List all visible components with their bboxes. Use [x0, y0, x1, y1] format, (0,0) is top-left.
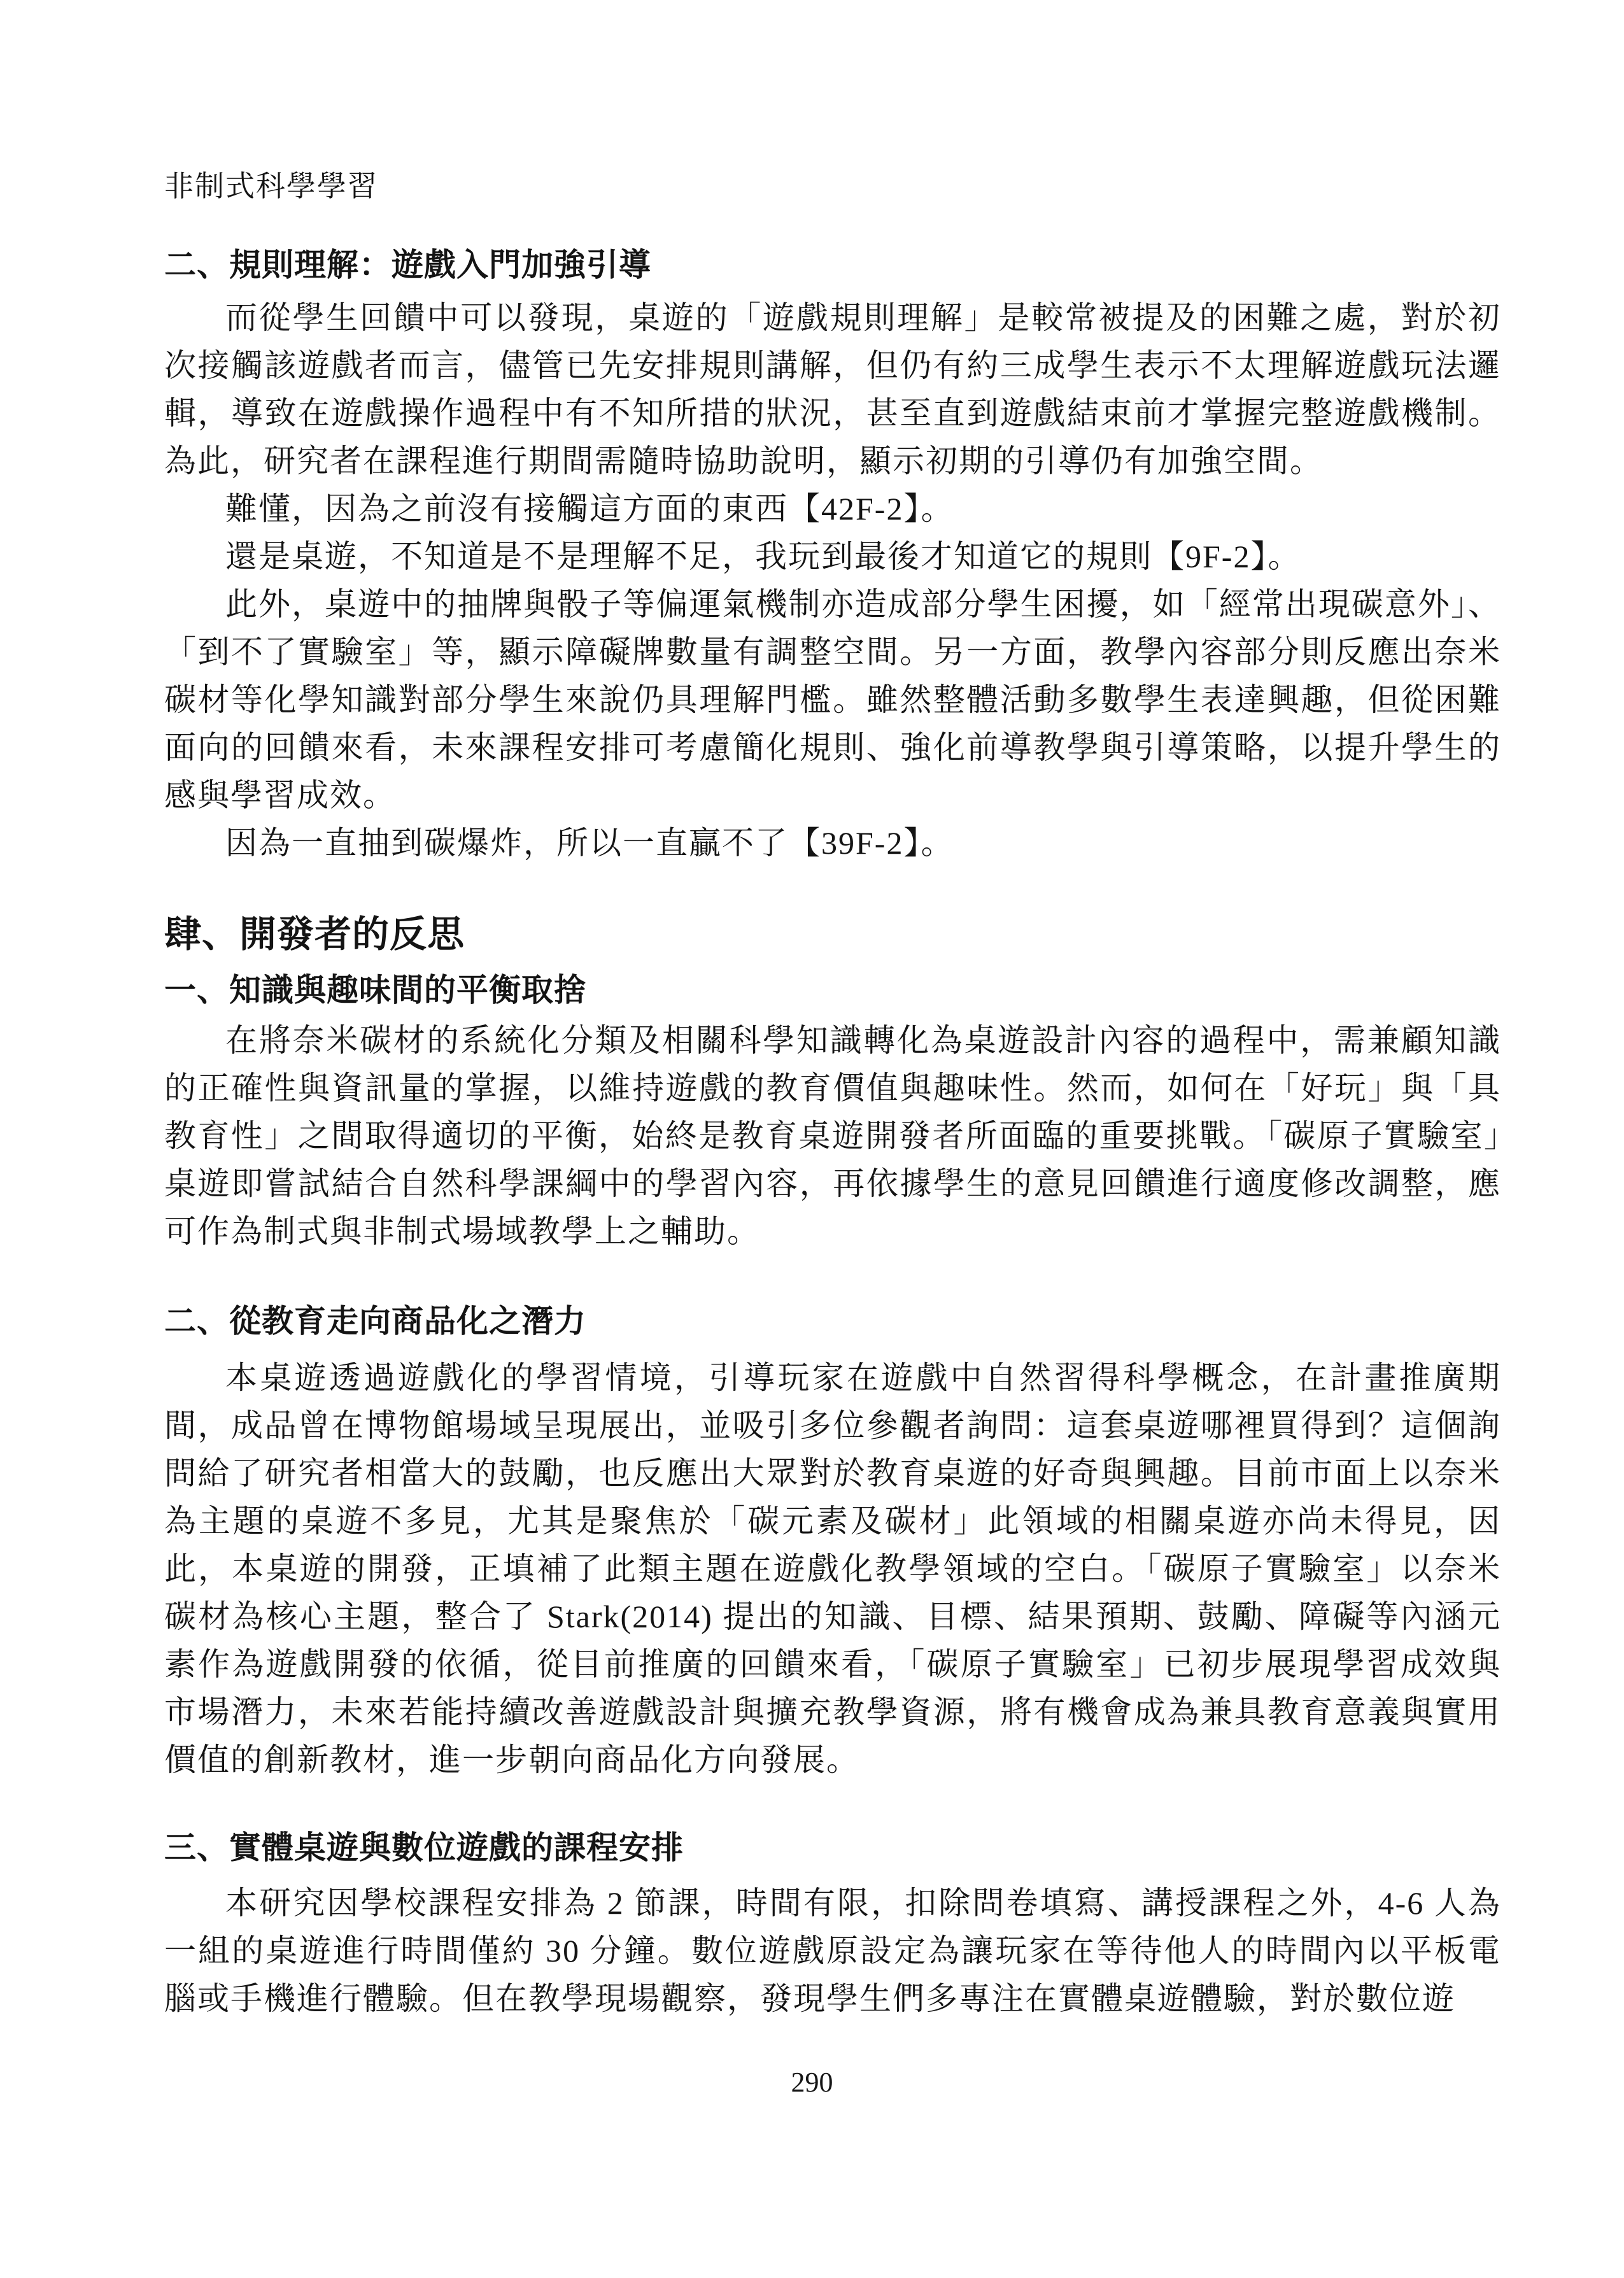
paragraph-physical-digital-curriculum: 本研究因學校課程安排為 2 節課，時間有限，扣除問卷填寫、講授課程之外，4-6 人為一組的桌遊進行時間僅約 30 分鐘。數位遊戲原設定為讓玩家在等待他人的時間內以平板電腦或手機進行體驗。但在教學現場觀察，發現學生們多專注在實體桌遊體驗，對於數位遊	[164, 1885, 1501, 2016]
section-heading-physical-digital-curriculum: 三、實體桌遊與數位遊戲的課程安排	[164, 1830, 684, 1865]
section-heading-commercialization-potential: 二、從教育走向商品化之潛力	[164, 1303, 586, 1339]
paragraph-commercialization-potential: 本桌遊透過遊戲化的學習情境，引導玩家在遊戲中自然習得科學概念，在計畫推廣期間，成品曾在博物館場域呈現展出，並吸引多位參觀者詢問：這套桌遊哪裡買得到？這個詢問給了研究者相當大的鼓勵，也反應出大眾對於教育桌遊的好奇與興趣。目前市面上以奈米為主題的桌遊不多見，尤其是聚焦於「碳元素及碳材」此領域的相關桌遊亦尚未得見，因此，本桌遊的開發，正填補了此類主題在遊戲化教學領域的空白。「碳原子實驗室」以奈米碳材為核心主題，整合了 Stark(2014) 提出的知識、目標、結果預期、鼓勵、障礙等內涵元素作為遊戲開發的依循，從目前推廣的回饋來看，「碳原子實驗室」已初步展現學習成效與市場潛力，未來若能持續改善遊戲設計與擴充教學資源，將有機會成為兼具教育意義與實用價值的創新教材，進一步朝向商品化方向發展。	[164, 1360, 1501, 1778]
paragraph-rule-understanding-1: 而從學生回饋中可以發現，桌遊的「遊戲規則理解」是較常被提及的困難之處，對於初次接觸該遊戲者而言，儘管已先安排規則講解，但仍有約三成學生表示不太理解遊戲玩法邏輯，導致在遊戲操作過程中有不知所措的狀況，甚至直到遊戲結束前才掌握完整遊戲機制。為此，研究者在課程進行期間需隨時協助說明，顯示初期的引導仍有加強空間。	[164, 300, 1501, 479]
chapter-heading-developer-reflection: 肆、開發者的反思	[164, 914, 465, 955]
running-header: 非制式科學學習	[164, 170, 378, 202]
page-number: 290	[791, 2067, 833, 2098]
paragraph-rule-understanding-2: 此外，桌遊中的抽牌與骰子等偏運氣機制亦造成部分學生困擾，如「經常出現碳意外」、「到不了實驗室」等，顯示障礙牌數量有調整空間。另一方面，教學內容部分則反應出奈米碳材等化學知識對部分學生來說仍具理解門檻。雖然整體活動多數學生表達興趣，但從困難面向的回饋來看，未來課程安排可考慮簡化規則、強化前導教學與引導策略，以提升學生的感與學習成效。	[164, 586, 1501, 813]
student-quote-42f2: 難懂，因為之前沒有接觸這方面的東西【42F-2】。	[225, 491, 954, 527]
section-heading-rule-understanding: 二、規則理解：遊戲入門加強引導	[164, 247, 651, 283]
paragraph-knowledge-fun-balance: 在將奈米碳材的系統化分類及相關科學知識轉化為桌遊設計內容的過程中，需兼顧知識的正確性與資訊量的掌握，以維持遊戲的教育價值與趣味性。然而，如何在「好玩」與「具教育性」之間取得適切的平衡，始終是教育桌遊開發者所面臨的重要挑戰。「碳原子實驗室」桌遊即嘗試結合自然科學課綱中的學習內容，再依據學生的意見回饋進行適度修改調整，應可作為制式與非制式場域教學上之輔助。	[164, 1022, 1501, 1249]
student-quote-39f2: 因為一直抽到碳爆炸，所以一直贏不了【39F-2】。	[225, 825, 954, 861]
student-quote-9f2: 還是桌遊，不知道是不是理解不足，我玩到最後才知道它的規則【9F-2】。	[225, 539, 1301, 574]
section-heading-knowledge-fun-balance: 一、知識與趣味間的平衡取捨	[164, 972, 586, 1008]
